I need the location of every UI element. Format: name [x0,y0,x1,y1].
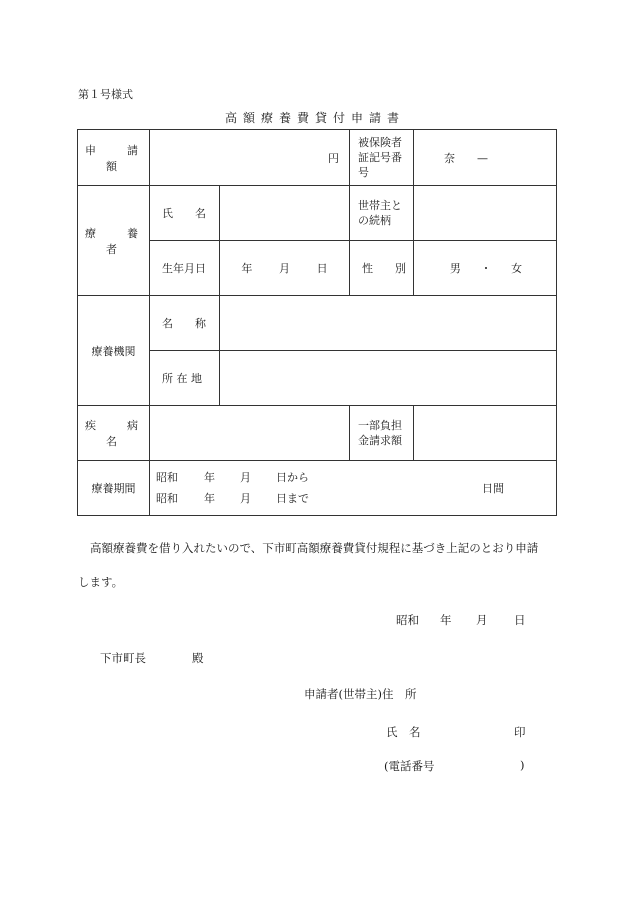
disease-field[interactable] [150,406,350,461]
period-days: 日間 [482,482,504,495]
applicant-address-label: 申請者(世帯主)住 所 [304,687,417,701]
period-era-1: 昭和 [156,471,178,484]
yen-unit: 円 [328,151,339,165]
dob-label: 生年月日 [150,241,220,296]
dob-year: 年 [241,262,253,275]
period-year-2: 年 [204,492,215,505]
period-label: 療養期間 [78,461,150,516]
applicant-name-label: 氏 名 [386,725,421,739]
period-field[interactable] [150,461,557,516]
disease-label: 疾 病 名 [78,406,150,461]
amount-row [78,130,557,186]
dob-day: 日 [316,262,328,275]
phone-close-paren: ) [520,758,525,772]
statement-line-1: 高額療養費を借り入れたいので、下市町高額療養費貸付規程に基づき上記のとおり申請 [90,541,539,555]
facility-name-field[interactable] [220,296,557,351]
patient-name-field[interactable] [220,186,350,241]
period-month-1: 月 [240,471,251,484]
disease-row [78,406,557,461]
addressee: 下市町長 殿 [100,651,204,665]
period-month-2: 月 [240,492,251,505]
facility-name-label: 名 称 [150,296,220,351]
relation-field[interactable] [414,186,557,241]
date-era: 昭和 [396,613,419,627]
date-month: 月 [476,613,488,627]
sex-label: 性 別 [350,241,414,296]
period-year-1: 年 [204,471,215,484]
document-title: 高額療養費貸付申請書 [224,111,405,125]
facility-address-label: 所 在 地 [150,351,220,406]
facility-name-row [78,296,557,351]
insurance-number-field[interactable]: 奈 — [414,130,557,186]
phone-label: (電話番号 [384,759,435,773]
period-suffix-1: 日から [276,471,309,484]
form-number: 第１号様式 [78,88,133,101]
amount-label: 申 請 額 [78,130,150,186]
patient-name-row [78,186,557,241]
patient-label: 療 養 者 [78,186,150,296]
insurance-label: 被保険者証記号番号 [350,130,414,186]
dob-field[interactable] [220,241,350,296]
copay-field[interactable] [414,406,557,461]
period-row [78,461,557,516]
copay-label: 一部負担金請求額 [350,406,414,461]
patient-name-label: 氏 名 [150,186,220,241]
relation-label: 世帯主との続柄 [350,186,414,241]
facility-address-field[interactable] [220,351,557,406]
date-day: 日 [514,613,526,627]
period-era-2: 昭和 [156,492,178,505]
dob-month: 月 [278,262,290,275]
patient-dob-row [78,241,557,296]
facility-address-row [78,351,557,406]
period-suffix-2: 日まで [276,492,309,505]
facility-label: 療養機関 [78,296,150,406]
sex-male[interactable]: 男 [449,262,461,275]
application-table [77,129,557,516]
sex-dot: ・ [480,262,492,275]
seal-mark: 印 [514,725,526,739]
sex-female[interactable]: 女 [511,262,523,275]
amount-field[interactable] [150,130,350,186]
sex-field[interactable] [414,241,557,296]
statement-line-2: します。 [78,575,124,589]
application-date [396,612,526,628]
date-year: 年 [440,613,452,627]
